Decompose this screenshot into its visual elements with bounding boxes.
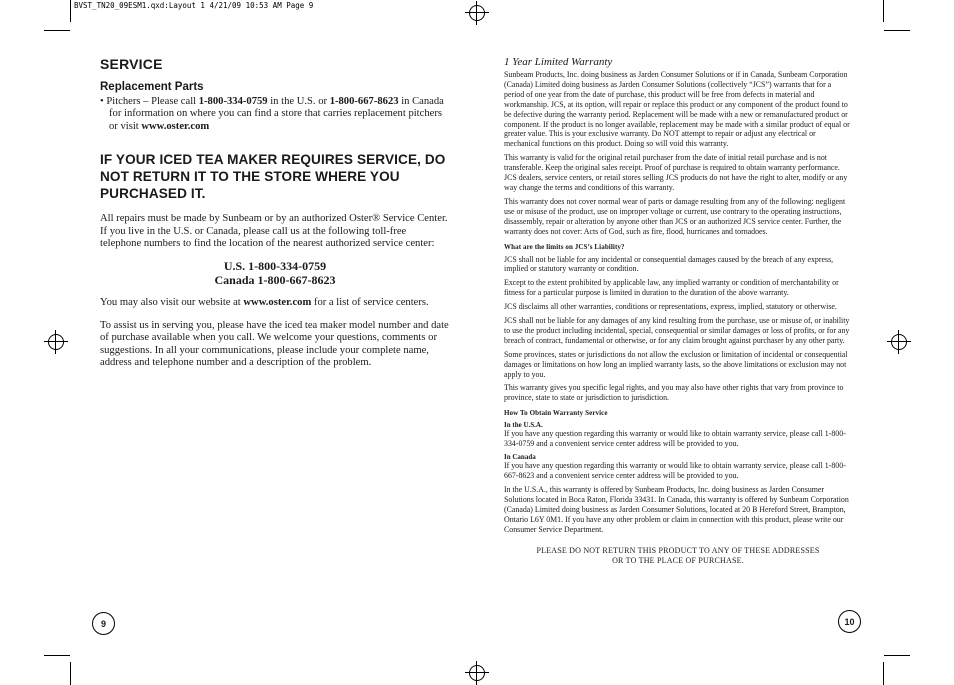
warranty-paragraph: This warranty gives you specific legal rights, and you may also have other rights that vary from province to province, state to state or jurisdiction to jurisdiction. [504,383,844,403]
service-warning-heading: IF YOUR ICED TEA MAKER REQUIRES SERVICE, DO NOT RETURN IT TO THE STORE WHERE YOU PURCHASED IT. [100,152,446,202]
phone-numbers [100,260,450,287]
notice-line: OR TO THE PLACE OF PURCHASE. [612,556,744,566]
warranty-paragraph: JCS shall not be liable for any damages of any kind resulting from the purchase, use or misuse of, or inability to use the product including incidental, special, consequential or similar damages or loss of profits, or for any breach of contract, fundamental or otherwise, or for any claim brought against purchaser by any other party. [504,316,850,345]
replacement-parts-title: Replacement Parts [100,81,204,93]
warranty-paragraph: JCS disclaims all other warranties, conditions or representations, express, implied, statutory or otherwise. [504,302,837,312]
page-number-right: 10 [838,610,861,633]
website-link[interactable]: www.oster.com [141,120,210,132]
registration-mark [887,330,911,354]
phone-canada: 1-800-667-8623 [329,96,399,107]
warranty-paragraph: This warranty does not cover normal wear of parts or damage resulting from any of the following: negligent use or misuse of the product, use on improper voltage or current, use contrary to the operating instructions, disassembly, repair or alteration by anyone other than JCS or an authorized JCS service center. Further, the warranty does not cover: Acts of God, such as fire, flood, hurricanes and tornadoes. [504,196,846,236]
registration-mark [44,330,68,354]
crop-mark [883,0,884,22]
notice-line: PLEASE DO NOT RETURN THIS PRODUCT TO ANY OF THESE ADDRESSES [536,546,820,556]
phone-canada-line: Canada 1-800-667-8623 [214,272,336,287]
crop-mark [883,662,884,685]
crop-mark [70,0,71,22]
page-number-left: 9 [92,612,115,635]
canada-heading: In Canada [504,453,536,462]
warranty-title: 1 Year Limited Warranty [504,56,613,68]
crop-mark [70,662,71,685]
bullet-text: in Canada for information on where you can find a store that carries replacement pitchers or visit [109,96,444,132]
crop-mark [44,30,70,31]
crop-mark [44,655,70,656]
paragraph-text: You may also visit our website at [100,297,244,309]
phone-us: 1-800-334-0759 [198,96,268,107]
crop-mark [884,30,910,31]
left-page [100,56,450,379]
warranty-paragraph: Except to the extent prohibited by applicable law, any implied warranty or condition of merchantability or fitness for a particular purpose is limited in duration to the duration of the above warranty. [504,278,839,298]
warranty-paragraph: This warranty is valid for the original retail purchaser from the date of initial retail purchase and is not transferable. Keep the original sales receipt. Proof of purchase is required to obtain warranty performance. JCS dealers, service centers, or retail stores selling JCS products do not have the right to alter, modify or any way change the terms and conditions of this warranty. [504,153,848,192]
pitchers-bullet [100,96,450,133]
paragraph-text: for a list of service centers. [311,297,429,309]
bullet-text: • Pitchers – Please call [100,96,199,107]
obtain-service-heading: How To Obtain Warranty Service [504,409,608,418]
warranty-paragraph: Some provinces, states or jurisdictions do not allow the exclusion or limitation of incidental or consequential damages or limitations on how long an implied warranty lasts, so the above limitations or exclusion may not apply to you. [504,349,848,379]
bullet-text: in the U.S. or [267,96,330,107]
repairs-paragraph: All repairs must be made by Sunbeam or by an authorized Oster® Service Center. If you live in the U.S. or Canada, please call us at the following toll-free telephone numbers to find the location of the nearest authorized service center: [100,213,448,250]
crop-mark [884,655,910,656]
usa-heading: In the U.S.A. [504,421,543,430]
website-paragraph [100,297,450,309]
warranty-paragraph: If you have any question regarding this warranty or would like to obtain warranty service, please call 1-800-334-0759 and a convenient service center address will be provided to you. [504,429,846,449]
warranty-paragraph: If you have any question regarding this warranty or would like to obtain warranty service, please call 1-800-667-8623 and a convenient service center address will be provided to you. [504,461,846,480]
service-title: SERVICE [100,56,163,72]
registration-mark [465,661,489,685]
website-link[interactable]: www.oster.com [243,297,312,309]
liability-heading: What are the limits on JCS’s Liability? [504,242,625,251]
file-slug: BVST_TN20_09ESM1.qxd:Layout 1 4/21/09 10:53 AM Page 9 [74,1,314,10]
right-page [504,56,852,566]
do-not-return-notice [504,546,852,566]
warranty-paragraph: JCS shall not be liable for any incidental or consequential damages caused by the breach of any express, implied or statutory warranty or condition. [504,254,834,274]
warranty-paragraph: In the U.S.A., this warranty is offered by Sunbeam Products, Inc. doing business as Jarden Consumer Solutions located in Boca Raton, Florida 33431. In Canada, this warranty is offered by Sunbeam Corporation (Canada) Limited doing business as Jarden Consumer Solutions, located at 20 B Hereford Street, Brampton, Ontario L6Y 0M1. If you have any other problem or claim in connection with this product, please write our Consumer Service Department. [504,484,849,534]
phone-us-line: U.S. 1-800-334-0759 [223,259,327,274]
assist-paragraph: To assist us in serving you, please have the iced tea maker model number and date of purchase available when you call. We welcome your questions, comments or suggestions. In all your communications, please include your complete name, address and telephone number and a description of the problem. [100,319,449,369]
warranty-paragraph: Sunbeam Products, Inc. doing business as Jarden Consumer Solutions or if in Canada, Sunbeam Corporation (Canada) Limited doing business as Jarden Consumer Solutions (collectively “JCS”) warrants that for a period of one year from the date of purchase, this product will be free from defects in material and workmanship. JCS, at its option, will repair or replace this product or any component of the product found to be defective during the warranty period. Replacement will be made with a new or remanufactured product or component. If the product is no longer available, replacement may be made with a similar product of equal or greater value. This is your exclusive warranty. Do NOT attempt to repair or adjust any electrical or mechanical functions on this product. Doing so will void this warranty. [504,70,850,149]
registration-mark [465,1,489,25]
